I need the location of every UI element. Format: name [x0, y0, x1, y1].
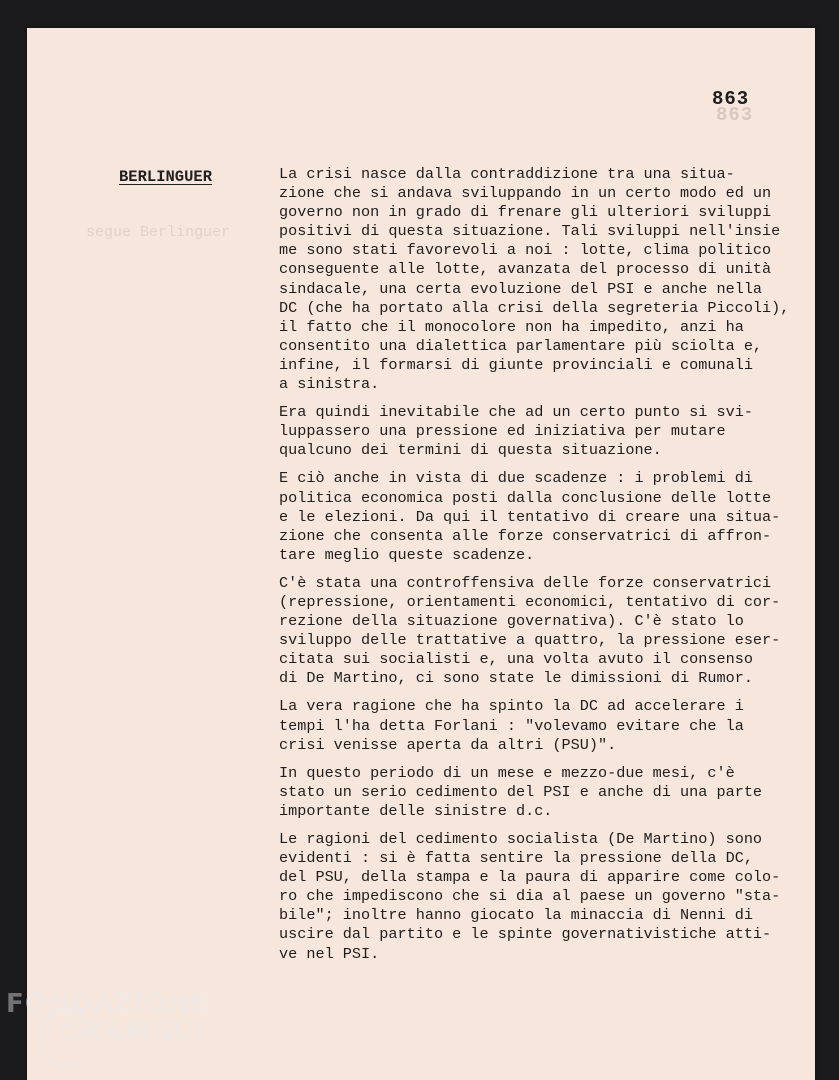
text-line: infine, il formarsi di giunte provinciali e comunali	[279, 355, 753, 374]
text-line: governo non in grado di frenare gli ulteriori sviluppi	[279, 203, 772, 222]
text-line: sindacale, una certa evoluzione del PSI e anche nella	[279, 279, 763, 298]
paragraph	[279, 165, 819, 394]
paragraph	[279, 830, 819, 964]
paragraph	[279, 403, 819, 460]
text-line: Era quindi inevitabile che ad un certo punto si svi-	[279, 403, 753, 422]
text-line: C'è stata una controffensiva delle forze conservatrici	[279, 573, 772, 592]
text-line: positivi di questa situazione. Tali sviluppi nell'insie	[279, 222, 781, 241]
text-line: Le ragioni del cedimento socialista (De Martino) sono	[279, 830, 763, 848]
text-line: In questo periodo di un mese e mezzo-due mesi, c'è	[279, 763, 735, 782]
text-line: sviluppo delle trattative a quattro, la pressione eser-	[279, 631, 781, 650]
text-line: citata sui socialisti e, una volta avuto il consenso	[279, 650, 753, 669]
text-line: stato un serio cedimento del PSI e anche di una parte	[279, 782, 763, 801]
text-line: del PSU, della stampa e la paura di apparire come colo-	[279, 868, 781, 887]
speaker-name: BERLINGUER	[119, 168, 213, 186]
text-line: tare meglio queste scadenze.	[279, 545, 535, 564]
text-line: tempi l'ha detta Forlani : "volevamo evitare che la	[279, 716, 744, 735]
text-line: uscire dal partito e le spinte governativistiche atti-	[279, 925, 772, 944]
text-line: il fatto che il monocolore non ha impedito, anzi ha	[279, 317, 744, 336]
fondazione-gramsci-watermark-logo	[6, 990, 209, 1046]
page-number-bleedthrough: 863	[716, 104, 754, 126]
paragraph	[279, 574, 819, 689]
text-line: ve nel PSI.	[279, 944, 380, 963]
bleedthrough-speaker-label: segue Berlinguer	[86, 224, 231, 241]
text-line: La crisi nasce dalla contraddizione tra una situa-	[279, 165, 735, 183]
paragraph	[279, 469, 819, 564]
text-line: evidenti : si è fatta sentire la pressione della DC,	[279, 849, 753, 868]
text-line: conseguente alle lotte, avanzata del processo di unità	[279, 260, 772, 279]
text-line: bile"; inoltre hanno giocato la minaccia di Nenni di	[279, 906, 753, 925]
text-line: La vera ragione che ha spinto la DC ad accelerare i	[279, 697, 744, 716]
text-line: di De Martino, ci sono state le dimissioni di Rumor.	[279, 669, 753, 688]
g-ring-icon	[36, 1008, 98, 1070]
paragraph	[279, 764, 819, 821]
text-line: ro che impediscono che si dia al paese un governo "sta-	[279, 887, 781, 906]
text-line: luppassero una pressione ed iniziativa per mutare	[279, 422, 726, 441]
text-line: DC (che ha portato alla crisi della segreteria Piccoli),	[279, 298, 790, 317]
text-line: a sinistra.	[279, 375, 380, 394]
text-line: (repressione, orientamenti economici, tentativo di cor-	[279, 592, 781, 611]
text-line: zione che consenta alle forze conservatrici di affron-	[279, 526, 772, 545]
text-line: politica economica posti dalla conclusione delle lotte	[279, 488, 772, 507]
text-line: e le elezioni. Da qui il tentativo di creare una situa-	[279, 507, 781, 526]
text-line: consentito una dialettica parlamentare più sciolta e,	[279, 336, 763, 355]
text-line: importante delle sinistre d.c.	[279, 801, 553, 820]
watermark-line-1: FONDAZIONE	[6, 989, 210, 1019]
text-line: qualcuno dei termini di questa situazione.	[279, 441, 662, 460]
text-line: rezione della situazione governativa). C'è stato lo	[279, 612, 744, 631]
watermark-line-2: GRAMSCI	[58, 1017, 207, 1047]
text-line: me sono stati favorevoli a noi : lotte, clima politico	[279, 241, 772, 260]
paragraph	[279, 697, 819, 754]
text-line: crisi venisse aperta da altri (PSU)".	[279, 735, 617, 754]
text-line: zione che si andava sviluppando in un certo modo ed un	[279, 184, 772, 203]
page-number: 863	[712, 88, 750, 110]
speech-text	[279, 165, 819, 973]
text-line: E ciò anche in vista di due scadenze : i problemi di	[279, 469, 753, 488]
